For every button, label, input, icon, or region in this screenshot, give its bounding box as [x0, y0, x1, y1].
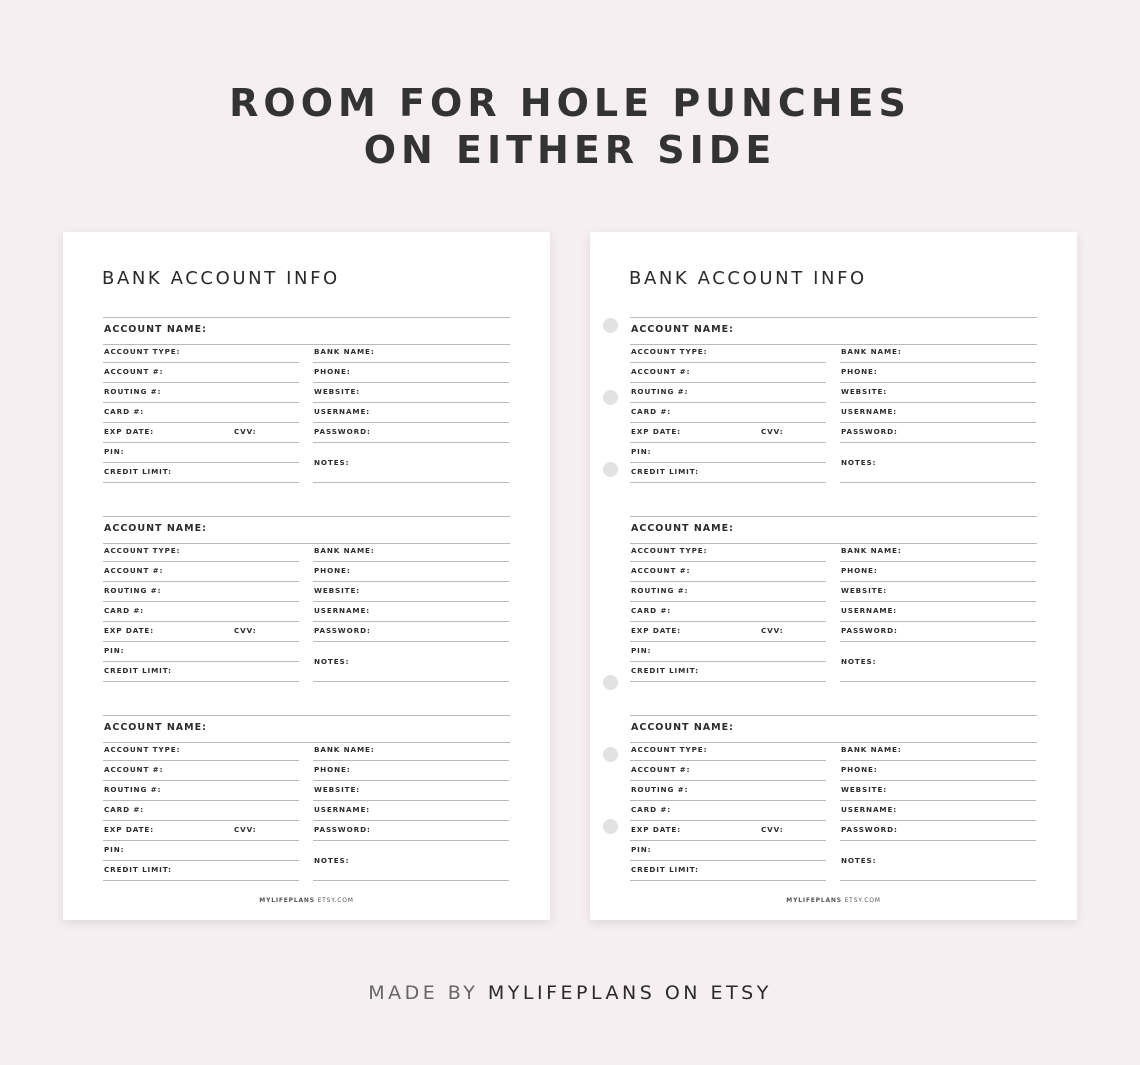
- phone-field[interactable]: [313, 562, 509, 582]
- account-right-column: [313, 542, 509, 682]
- account-left-column: [630, 542, 826, 682]
- credit-limit-label: CREDIT LIMIT:: [631, 666, 699, 675]
- account-type-field[interactable]: [630, 741, 826, 761]
- password-label: PASSWORD:: [841, 626, 898, 635]
- credit-limit-label: CREDIT LIMIT:: [631, 467, 699, 476]
- notes-label: NOTES:: [841, 657, 877, 666]
- account-number-field[interactable]: [630, 562, 826, 582]
- exp-date-label: EXP DATE:: [631, 825, 681, 834]
- sheet-title: BANK ACCOUNT INFO: [102, 268, 340, 289]
- notes-field[interactable]: [313, 443, 509, 483]
- username-label: USERNAME:: [314, 407, 371, 416]
- phone-field[interactable]: [840, 363, 1036, 383]
- footer-credit: [0, 982, 1140, 1004]
- hole-punch-mark: [603, 318, 618, 333]
- username-label: USERNAME:: [841, 407, 898, 416]
- footer-brand: MYLIFEPLANS ON ETSY: [487, 982, 772, 1004]
- account-name-label: ACCOUNT NAME:: [631, 324, 734, 335]
- cvv-label: CVV:: [234, 427, 257, 436]
- password-label: PASSWORD:: [314, 427, 371, 436]
- account-name-field[interactable]: [103, 516, 510, 544]
- password-label: PASSWORD:: [841, 825, 898, 834]
- account-name-field[interactable]: [630, 317, 1037, 345]
- account-name-field[interactable]: [103, 715, 510, 743]
- routing-number-label: ROUTING #:: [631, 586, 689, 595]
- username-field[interactable]: [840, 403, 1036, 423]
- website-field[interactable]: [840, 383, 1036, 403]
- sheet-footer-brand: MYLIFEPLANS: [786, 897, 842, 904]
- account-type-label: ACCOUNT TYPE:: [104, 745, 181, 754]
- credit-limit-field[interactable]: [103, 463, 299, 483]
- account-number-label: ACCOUNT #:: [104, 367, 164, 376]
- password-field[interactable]: [840, 821, 1036, 841]
- phone-field[interactable]: [313, 363, 509, 383]
- bank-name-field[interactable]: [313, 741, 509, 761]
- routing-number-label: ROUTING #:: [631, 785, 689, 794]
- account-number-field[interactable]: [630, 761, 826, 781]
- website-field[interactable]: [313, 383, 509, 403]
- credit-limit-label: CREDIT LIMIT:: [631, 865, 699, 874]
- phone-label: PHONE:: [841, 367, 878, 376]
- card-number-label: CARD #:: [104, 407, 145, 416]
- account-type-field[interactable]: [103, 741, 299, 761]
- card-number-field[interactable]: [630, 403, 826, 423]
- account-left-column: [103, 542, 299, 682]
- headline: [0, 80, 1140, 174]
- account-number-label: ACCOUNT #:: [631, 367, 691, 376]
- cvv-label: CVV:: [234, 626, 257, 635]
- account-right-column: [313, 343, 509, 483]
- website-field[interactable]: [313, 781, 509, 801]
- website-label: WEBSITE:: [841, 586, 888, 595]
- pin-field[interactable]: [630, 443, 826, 463]
- bank-name-label: BANK NAME:: [314, 745, 375, 754]
- bank-name-label: BANK NAME:: [841, 546, 902, 555]
- sheet-left: [63, 232, 550, 920]
- pin-label: PIN:: [631, 646, 652, 655]
- account-name-field[interactable]: [630, 516, 1037, 544]
- account-name-field[interactable]: [103, 317, 510, 345]
- account-type-label: ACCOUNT TYPE:: [104, 546, 181, 555]
- cvv-label: CVV:: [761, 626, 784, 635]
- account-number-field[interactable]: [630, 363, 826, 383]
- username-field[interactable]: [313, 801, 509, 821]
- notes-label: NOTES:: [314, 657, 350, 666]
- username-field[interactable]: [840, 602, 1036, 622]
- sheet-footer: [590, 897, 1077, 904]
- bank-name-field[interactable]: [313, 542, 509, 562]
- account-number-field[interactable]: [103, 761, 299, 781]
- credit-limit-label: CREDIT LIMIT:: [104, 865, 172, 874]
- account-name-label: ACCOUNT NAME:: [104, 324, 207, 335]
- hole-punch-mark: [603, 390, 618, 405]
- sheet-title: BANK ACCOUNT INFO: [629, 268, 867, 289]
- account-right-column: [313, 741, 509, 881]
- notes-field[interactable]: [840, 841, 1036, 881]
- website-field[interactable]: [313, 582, 509, 602]
- username-field[interactable]: [313, 602, 509, 622]
- account-name-label: ACCOUNT NAME:: [104, 523, 207, 534]
- password-label: PASSWORD:: [841, 427, 898, 436]
- sheet-footer-site: ETSY.COM: [314, 897, 354, 904]
- account-number-field[interactable]: [103, 562, 299, 582]
- website-label: WEBSITE:: [314, 586, 361, 595]
- card-number-label: CARD #:: [104, 805, 145, 814]
- pin-field[interactable]: [630, 642, 826, 662]
- account-type-field[interactable]: [103, 343, 299, 363]
- account-type-field[interactable]: [630, 542, 826, 562]
- account-right-column: [840, 343, 1036, 483]
- footer-made-by: MADE BY: [368, 982, 488, 1004]
- username-label: USERNAME:: [841, 805, 898, 814]
- account-block: [630, 317, 1037, 492]
- sheet-footer: [63, 897, 550, 904]
- cvv-label: CVV:: [761, 427, 784, 436]
- routing-number-field[interactable]: [103, 781, 299, 801]
- bank-name-label: BANK NAME:: [314, 347, 375, 356]
- exp-date-field[interactable]: [103, 622, 299, 642]
- card-number-field[interactable]: [103, 403, 299, 423]
- hole-punch-mark: [603, 747, 618, 762]
- account-number-field[interactable]: [103, 363, 299, 383]
- exp-date-field[interactable]: [630, 423, 826, 443]
- routing-number-label: ROUTING #:: [104, 785, 162, 794]
- exp-date-label: EXP DATE:: [104, 427, 154, 436]
- bank-name-label: BANK NAME:: [314, 546, 375, 555]
- username-label: USERNAME:: [841, 606, 898, 615]
- credit-limit-field[interactable]: [630, 662, 826, 682]
- password-field[interactable]: [313, 622, 509, 642]
- credit-limit-label: CREDIT LIMIT:: [104, 666, 172, 675]
- bank-name-field[interactable]: [840, 741, 1036, 761]
- website-label: WEBSITE:: [314, 387, 361, 396]
- notes-field[interactable]: [840, 443, 1036, 483]
- phone-field[interactable]: [840, 562, 1036, 582]
- credit-limit-field[interactable]: [630, 463, 826, 483]
- account-type-label: ACCOUNT TYPE:: [631, 347, 708, 356]
- routing-number-field[interactable]: [103, 383, 299, 403]
- cvv-label: CVV:: [234, 825, 257, 834]
- bank-name-field[interactable]: [313, 343, 509, 363]
- account-type-label: ACCOUNT TYPE:: [631, 546, 708, 555]
- hole-punch-mark: [603, 462, 618, 477]
- hole-punch-mark: [603, 675, 618, 690]
- card-number-field[interactable]: [630, 801, 826, 821]
- pin-label: PIN:: [104, 845, 125, 854]
- headline-line-1: ROOM FOR HOLE PUNCHES: [229, 81, 911, 125]
- pin-field[interactable]: [103, 841, 299, 861]
- pin-label: PIN:: [104, 646, 125, 655]
- notes-label: NOTES:: [314, 458, 350, 467]
- account-type-field[interactable]: [630, 343, 826, 363]
- exp-date-field[interactable]: [103, 821, 299, 841]
- routing-number-label: ROUTING #:: [104, 387, 162, 396]
- account-number-label: ACCOUNT #:: [104, 765, 164, 774]
- pin-field[interactable]: [630, 841, 826, 861]
- exp-date-field[interactable]: [630, 622, 826, 642]
- pin-label: PIN:: [631, 447, 652, 456]
- account-number-label: ACCOUNT #:: [631, 765, 691, 774]
- account-name-label: ACCOUNT NAME:: [104, 722, 207, 733]
- card-number-label: CARD #:: [631, 407, 672, 416]
- username-label: USERNAME:: [314, 805, 371, 814]
- card-number-label: CARD #:: [631, 606, 672, 615]
- card-number-label: CARD #:: [104, 606, 145, 615]
- routing-number-field[interactable]: [630, 781, 826, 801]
- cvv-label: CVV:: [761, 825, 784, 834]
- notes-field[interactable]: [840, 642, 1036, 682]
- account-name-field[interactable]: [630, 715, 1037, 743]
- account-left-column: [630, 741, 826, 881]
- pin-field[interactable]: [103, 642, 299, 662]
- routing-number-field[interactable]: [103, 582, 299, 602]
- password-label: PASSWORD:: [314, 626, 371, 635]
- account-left-column: [630, 343, 826, 483]
- pin-label: PIN:: [104, 447, 125, 456]
- notes-label: NOTES:: [841, 458, 877, 467]
- password-field[interactable]: [313, 423, 509, 443]
- phone-field[interactable]: [313, 761, 509, 781]
- sheet-right: [590, 232, 1077, 920]
- account-name-label: ACCOUNT NAME:: [631, 523, 734, 534]
- notes-field[interactable]: [313, 841, 509, 881]
- account-number-label: ACCOUNT #:: [631, 566, 691, 575]
- bank-name-field[interactable]: [840, 343, 1036, 363]
- notes-field[interactable]: [313, 642, 509, 682]
- credit-limit-field[interactable]: [103, 861, 299, 881]
- website-field[interactable]: [840, 582, 1036, 602]
- sheet-footer-site: ETSY.COM: [841, 897, 881, 904]
- routing-number-label: ROUTING #:: [631, 387, 689, 396]
- exp-date-label: EXP DATE:: [104, 626, 154, 635]
- pin-label: PIN:: [631, 845, 652, 854]
- account-type-label: ACCOUNT TYPE:: [631, 745, 708, 754]
- password-field[interactable]: [313, 821, 509, 841]
- bank-name-label: BANK NAME:: [841, 347, 902, 356]
- credit-limit-label: CREDIT LIMIT:: [104, 467, 172, 476]
- website-label: WEBSITE:: [841, 785, 888, 794]
- card-number-field[interactable]: [630, 602, 826, 622]
- username-field[interactable]: [313, 403, 509, 423]
- account-block: [103, 516, 510, 691]
- exp-date-label: EXP DATE:: [631, 427, 681, 436]
- username-label: USERNAME:: [314, 606, 371, 615]
- username-field[interactable]: [840, 801, 1036, 821]
- routing-number-field[interactable]: [630, 582, 826, 602]
- phone-label: PHONE:: [314, 566, 351, 575]
- account-right-column: [840, 542, 1036, 682]
- bank-name-label: BANK NAME:: [841, 745, 902, 754]
- phone-label: PHONE:: [314, 367, 351, 376]
- card-number-label: CARD #:: [631, 805, 672, 814]
- password-label: PASSWORD:: [314, 825, 371, 834]
- account-left-column: [103, 741, 299, 881]
- exp-date-field[interactable]: [103, 423, 299, 443]
- website-field[interactable]: [840, 781, 1036, 801]
- headline-line-2: ON EITHER SIDE: [363, 128, 777, 172]
- password-field[interactable]: [840, 622, 1036, 642]
- website-label: WEBSITE:: [841, 387, 888, 396]
- sheet-footer-brand: MYLIFEPLANS: [259, 897, 315, 904]
- account-left-column: [103, 343, 299, 483]
- account-block: [630, 516, 1037, 691]
- credit-limit-field[interactable]: [103, 662, 299, 682]
- exp-date-field[interactable]: [630, 821, 826, 841]
- account-block: [103, 317, 510, 492]
- card-number-field[interactable]: [103, 801, 299, 821]
- website-label: WEBSITE:: [314, 785, 361, 794]
- routing-number-label: ROUTING #:: [104, 586, 162, 595]
- account-type-label: ACCOUNT TYPE:: [104, 347, 181, 356]
- phone-label: PHONE:: [841, 566, 878, 575]
- bank-name-field[interactable]: [840, 542, 1036, 562]
- phone-field[interactable]: [840, 761, 1036, 781]
- password-field[interactable]: [840, 423, 1036, 443]
- card-number-field[interactable]: [103, 602, 299, 622]
- account-number-label: ACCOUNT #:: [104, 566, 164, 575]
- account-right-column: [840, 741, 1036, 881]
- pin-field[interactable]: [103, 443, 299, 463]
- phone-label: PHONE:: [841, 765, 878, 774]
- account-name-label: ACCOUNT NAME:: [631, 722, 734, 733]
- exp-date-label: EXP DATE:: [631, 626, 681, 635]
- notes-label: NOTES:: [314, 856, 350, 865]
- account-type-field[interactable]: [103, 542, 299, 562]
- phone-label: PHONE:: [314, 765, 351, 774]
- credit-limit-field[interactable]: [630, 861, 826, 881]
- notes-label: NOTES:: [841, 856, 877, 865]
- exp-date-label: EXP DATE:: [104, 825, 154, 834]
- hole-punch-mark: [603, 819, 618, 834]
- account-block: [103, 715, 510, 890]
- account-block: [630, 715, 1037, 890]
- routing-number-field[interactable]: [630, 383, 826, 403]
